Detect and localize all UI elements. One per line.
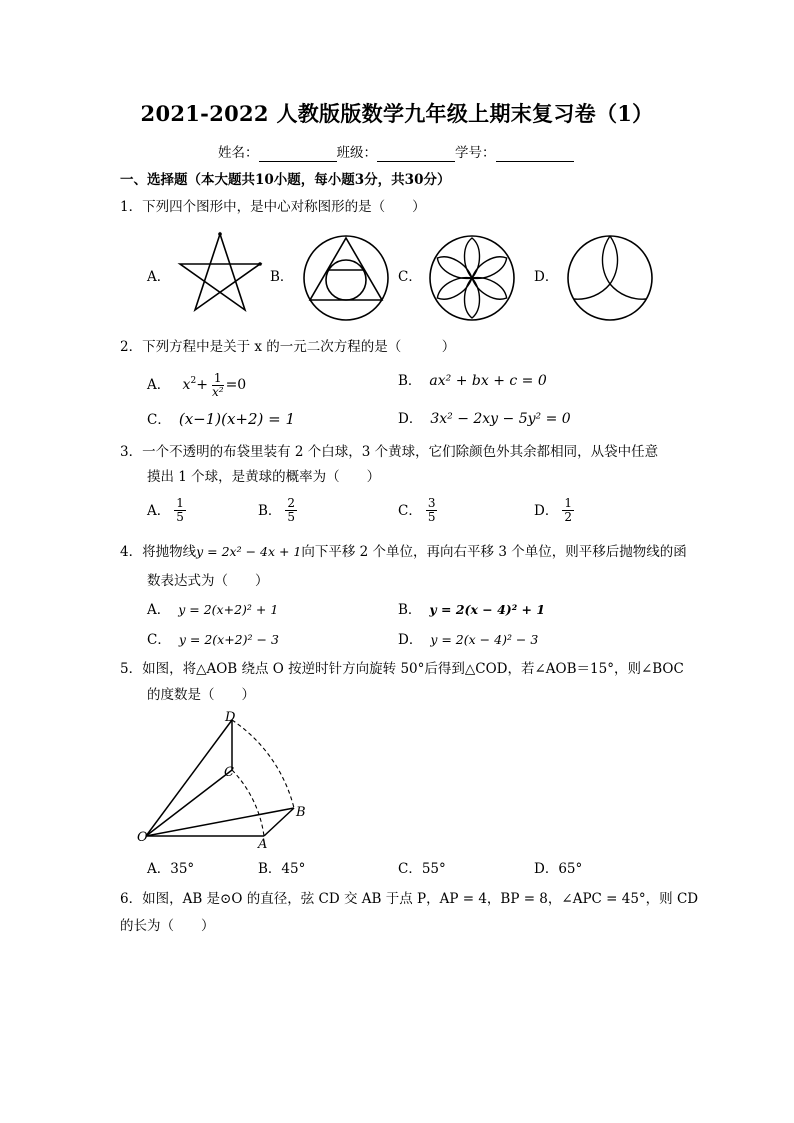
circle-triangle-circle-figure xyxy=(298,232,394,324)
question-3 xyxy=(120,443,658,461)
id-blank[interactable] xyxy=(496,161,574,162)
equals-zero: =0 xyxy=(225,377,247,393)
question-1 xyxy=(120,198,426,216)
rotation-figure xyxy=(134,710,314,850)
question-number: 3． xyxy=(120,444,143,460)
question-5 xyxy=(120,660,684,678)
option-label: B． xyxy=(270,269,294,285)
section-heading: 一、选择题（本大题共10小题，每小题3分，共30分） xyxy=(120,172,451,188)
q4-option-a[interactable] xyxy=(147,601,278,619)
fraction-denominator: 5 xyxy=(176,510,184,524)
question-number: 6． xyxy=(120,891,143,907)
page-title: 2021-2022 人教版版数学九年级上期末复习卷（1） xyxy=(140,101,654,126)
question-stem-line2: 的度数是（ ） xyxy=(147,687,255,703)
fraction-numerator: 3 xyxy=(427,496,436,510)
term: x xyxy=(182,377,191,393)
question-number: 2． xyxy=(120,339,143,355)
option-formula: 3x² − 2xy − 5y² = 0 xyxy=(430,411,571,427)
q5-option-a[interactable] xyxy=(147,860,194,878)
question-stem-pre: 将抛物线 xyxy=(142,544,197,560)
name-blank[interactable] xyxy=(259,161,337,162)
question-number: 1． xyxy=(120,199,143,215)
fraction xyxy=(285,497,297,524)
option-label: A． xyxy=(147,269,171,285)
q2-option-a[interactable] xyxy=(147,372,246,399)
q4-option-d[interactable] xyxy=(398,631,538,649)
q5-option-b[interactable] xyxy=(258,860,305,878)
option-label: D． xyxy=(534,269,559,285)
fraction-denominator: 5 xyxy=(287,510,296,524)
point-label: B xyxy=(296,805,306,820)
student-info-row xyxy=(218,144,574,162)
q3-option-b[interactable] xyxy=(258,497,297,524)
option-label: B． xyxy=(258,861,282,877)
question-number: 5． xyxy=(120,661,143,677)
option-value: 45° xyxy=(281,861,306,877)
option-value: 35° xyxy=(170,861,195,877)
fraction-numerator: 1 xyxy=(213,371,222,385)
q2-option-d[interactable] xyxy=(398,410,571,428)
option-label: C． xyxy=(147,412,171,428)
name-label: 姓名： xyxy=(218,145,259,161)
fraction-denominator: 2 xyxy=(564,510,572,524)
q2-option-b[interactable] xyxy=(398,372,547,390)
id-label: 学号： xyxy=(455,145,496,161)
point-label: D xyxy=(225,710,236,725)
question-stem: 下列方程中是关于 x 的一元二次方程的是（ ） xyxy=(142,339,456,355)
question-stem: 下列四个图形中，是中心对称图形的是（ ） xyxy=(142,199,426,215)
q2-option-c[interactable] xyxy=(147,410,295,429)
option-formula: (x−1)(x+2) = 1 xyxy=(178,410,296,428)
plus-sign: + xyxy=(196,377,208,393)
fraction xyxy=(212,372,224,399)
fraction xyxy=(562,497,574,524)
option-formula: y = 2(x − 4)² − 3 xyxy=(430,632,539,647)
question-stem-line2: 数表达式为（ ） xyxy=(147,573,269,589)
option-formula: ax² + bx + c = 0 xyxy=(429,373,547,389)
fraction-denominator: x² xyxy=(211,385,224,399)
option-label: D． xyxy=(398,411,423,427)
q4-option-b[interactable] xyxy=(398,601,545,619)
exponent: 2 xyxy=(190,376,197,386)
point-label: A xyxy=(258,837,268,850)
q5-option-c[interactable] xyxy=(398,860,446,878)
q3-option-d[interactable] xyxy=(534,497,574,524)
option-label: C． xyxy=(398,861,422,877)
fraction xyxy=(426,497,438,524)
option-label: C． xyxy=(398,502,422,519)
question-stem-line1: 一个不透明的布袋里装有 2 个白球，3 个黄球，它们除颜色外其余都相同，从袋中任意 xyxy=(142,444,659,460)
point-label: O xyxy=(137,830,148,845)
option-value: 65° xyxy=(558,861,583,877)
q3-option-a[interactable] xyxy=(147,497,186,524)
q3-option-c[interactable] xyxy=(398,497,437,524)
option-formula: y = 2(x − 4)² + 1 xyxy=(429,602,546,617)
stem-formula: y = 2x² − 4x + 1 xyxy=(196,544,302,559)
fraction-numerator: 1 xyxy=(564,496,572,510)
option-label: A． xyxy=(147,502,171,519)
question-stem-post: 向下平移 2 个单位，再向右平移 3 个单位，则平移后抛物线的函 xyxy=(301,544,687,560)
option-label: B． xyxy=(398,602,422,618)
six-petal-flower-figure xyxy=(426,232,518,324)
question-6 xyxy=(120,890,698,908)
option-label: D． xyxy=(398,632,423,648)
option-formula: y = 2(x+2)² − 3 xyxy=(178,632,279,647)
three-arc-circle-figure xyxy=(564,232,656,324)
option-value: 55° xyxy=(421,861,446,877)
option-label: B． xyxy=(258,502,282,519)
option-label: A． xyxy=(147,377,171,393)
option-label: A． xyxy=(147,861,171,877)
question-number: 4． xyxy=(120,544,143,560)
fraction-numerator: 1 xyxy=(176,496,184,510)
option-label: C． xyxy=(147,632,171,648)
fraction-numerator: 2 xyxy=(287,496,296,510)
fraction-denominator: 5 xyxy=(427,510,436,524)
question-stem-line2: 的长为（ ） xyxy=(120,918,215,934)
option-formula: y = 2(x+2)² + 1 xyxy=(178,602,279,617)
star-pentagram-figure xyxy=(174,230,266,314)
q4-option-c[interactable] xyxy=(147,631,279,649)
fraction xyxy=(174,497,186,524)
q5-option-d[interactable] xyxy=(534,860,582,878)
question-4 xyxy=(120,543,687,561)
option-label: B． xyxy=(398,373,422,389)
class-label: 班级： xyxy=(336,145,377,161)
option-label: D． xyxy=(534,861,559,877)
option-label: C． xyxy=(398,269,422,285)
class-blank[interactable] xyxy=(377,161,455,162)
question-stem-line1: 如图，将△AOB 绕点 O 按逆时针方向旋转 50°后得到△COD，若∠AOB＝15°，则∠BOC xyxy=(142,661,684,677)
question-stem-line1: 如图，AB 是⊙O 的直径，弦 CD 交 AB 于点 P，AP = 4，BP = 8，∠APC = 45°，则 CD xyxy=(142,891,699,907)
question-stem-line2: 摸出 1 个球，是黄球的概率为（ ） xyxy=(147,469,381,485)
option-label: D． xyxy=(534,502,559,519)
point-label: C xyxy=(224,765,234,780)
question-2 xyxy=(120,338,455,356)
option-label: A． xyxy=(147,602,171,618)
